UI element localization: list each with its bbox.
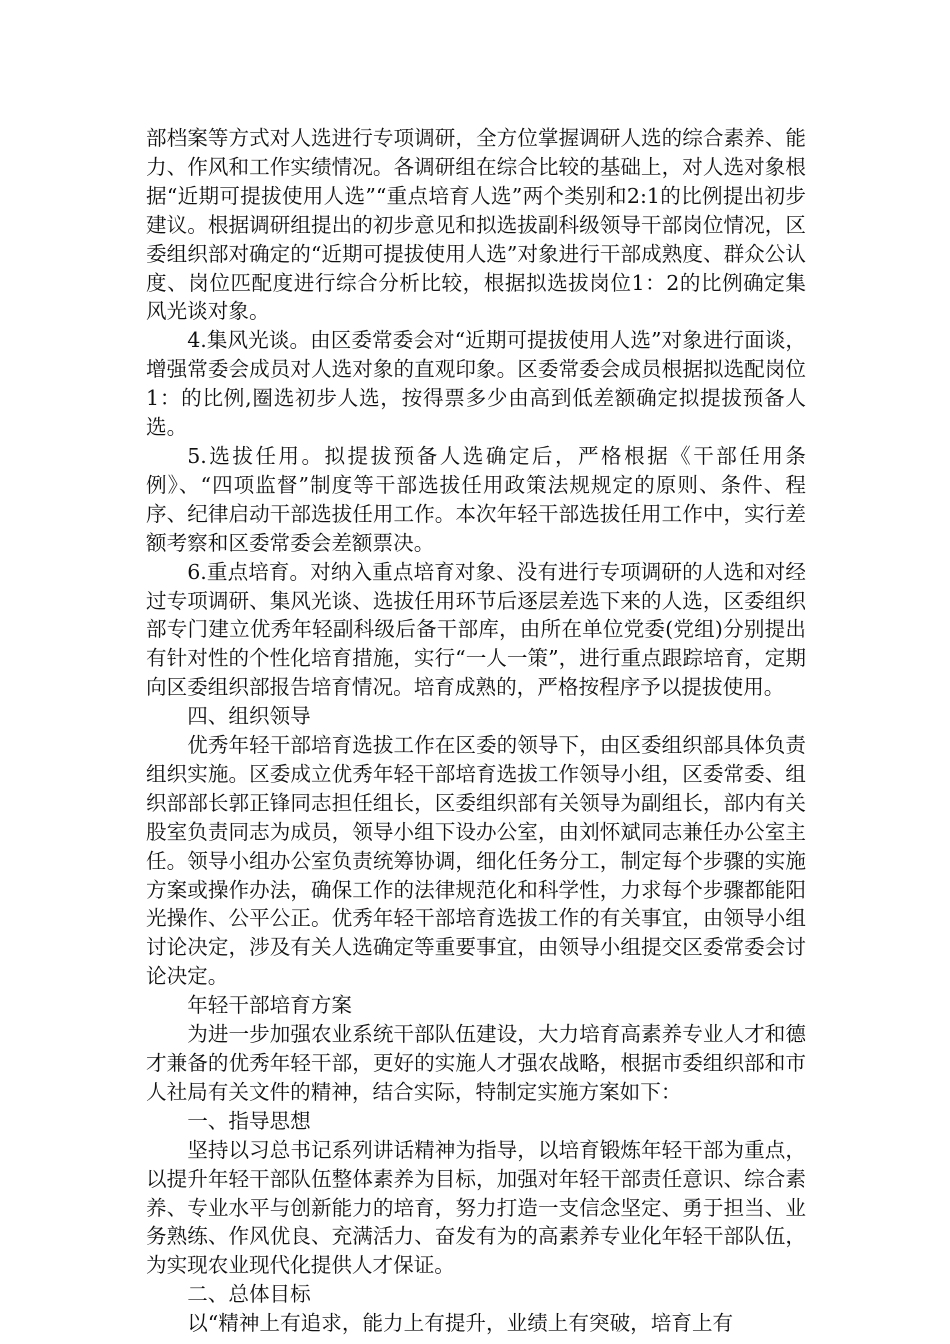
section-heading-overall-goal: 二、总体目标 [187,1282,311,1307]
paragraph-organization: 优秀年轻干部培育选拔工作在区委的领导下，由区委组织部具体负责组织实施。区委成立优秀年轻干部培育选拔工作领导小组，区委常委、组织部部长郭正锋同志担任组长，区委组织部有关领导为副组长，部内有关股室负责同志为成员，领导小组下设办公室，由刘怀斌同志兼任办公室主任。领导小组办公室负责统筹协调，细化任务分工，制定每个步骤的实施方案或操作办法，确保工作的法律规范化和科学性，力求每个步骤都能阳光操作、公平公正。优秀年轻干部培育选拔工作的有关事宜，由领导小组讨论决定，涉及有关人选确定等重要事宜，由领导小组提交区委常委会讨论决定。 [146,733,806,989]
document-body [146,124,806,1338]
paragraph-preamble: 为进一步加强农业系统干部队伍建设，大力培育高素养专业人才和德才兼备的优秀年轻干部，更好的实施人才强农战略，根据市委组织部和市人社局有关文件的精神，结合实际，特制定实施方案如下： [146,1022,806,1104]
document-title: 年轻干部培育方案 [187,993,352,1018]
section-heading-guiding-thought: 一、指导思想 [187,1108,311,1133]
paragraph-guiding-thought: 坚持以习总书记系列讲话精神为指导，以培育锻炼年轻干部为重点，以提升年轻干部队伍整体素养为目标，加强对年轻干部责任意识、综合素养、专业水平与创新能力的培育，努力打造一支信念坚定、勇于担当、业务熟练、作风优良、充满活力、奋发有为的高素养专业化年轻干部队伍，为实现农业现代化提供人才保证。 [146,1137,806,1278]
paragraph-overall-goal: 以“精神上有追求，能力上有提升，业绩上有突破，培育上有 [187,1311,734,1336]
section-heading-organization: 四、组织领导 [187,704,311,729]
paragraph-step-5: 5.选拔任用。拟提拔预备人选确定后，严格根据《干部任用条例》、“四项监督”制度等干部选拔任用政策法规规定的原则、条件、程序、纪律启动干部选拔任用工作。本次年轻干部选拔任用工作中，实行差额考察和区委常委会差额票决。 [146,443,806,555]
paragraph-step-6: 6.重点培育。对纳入重点培育对象、没有进行专项调研的人选和对经过专项调研、集风光谈、选拔任用环节后逐层差选下来的人选，区委组织部专门建立优秀年轻副科级后备干部库，由所在单位党委(党组)分别提出有针对性的个性化培育措施，实行“一人一策”，进行重点跟踪培育，定期向区委组织部报告培育情况。培育成熟的，严格按程序予以提拔使用。 [146,559,806,700]
paragraph-step-4: 4.集风光谈。由区委常委会对“近期可提拔使用人选”对象进行面谈，增强常委会成员对人选对象的直观印象。区委常委会成员根据拟选配岗位1：的比例,圈选初步人选，按得票多少由高到低差额确定拟提拔预备人选。 [146,328,806,440]
paragraph-continued-intro: 部档案等方式对人选进行专项调研，全方位掌握调研人选的综合素养、能力、作风和工作实绩情况。各调研组在综合比较的基础上，对人选对象根据“近期可提拔使用人选”“重点培育人选”两个类别和2:1的比例提出初步建议。根据调研组提出的初步意见和拟选拔副科级领导干部岗位情况，区委组织部对确定的“近期可提拔使用人选”对象进行干部成熟度、群众公认度、岗位匹配度进行综合分析比较，根据拟选拔岗位1：2的比例确定集风光谈对象。 [146,126,806,324]
